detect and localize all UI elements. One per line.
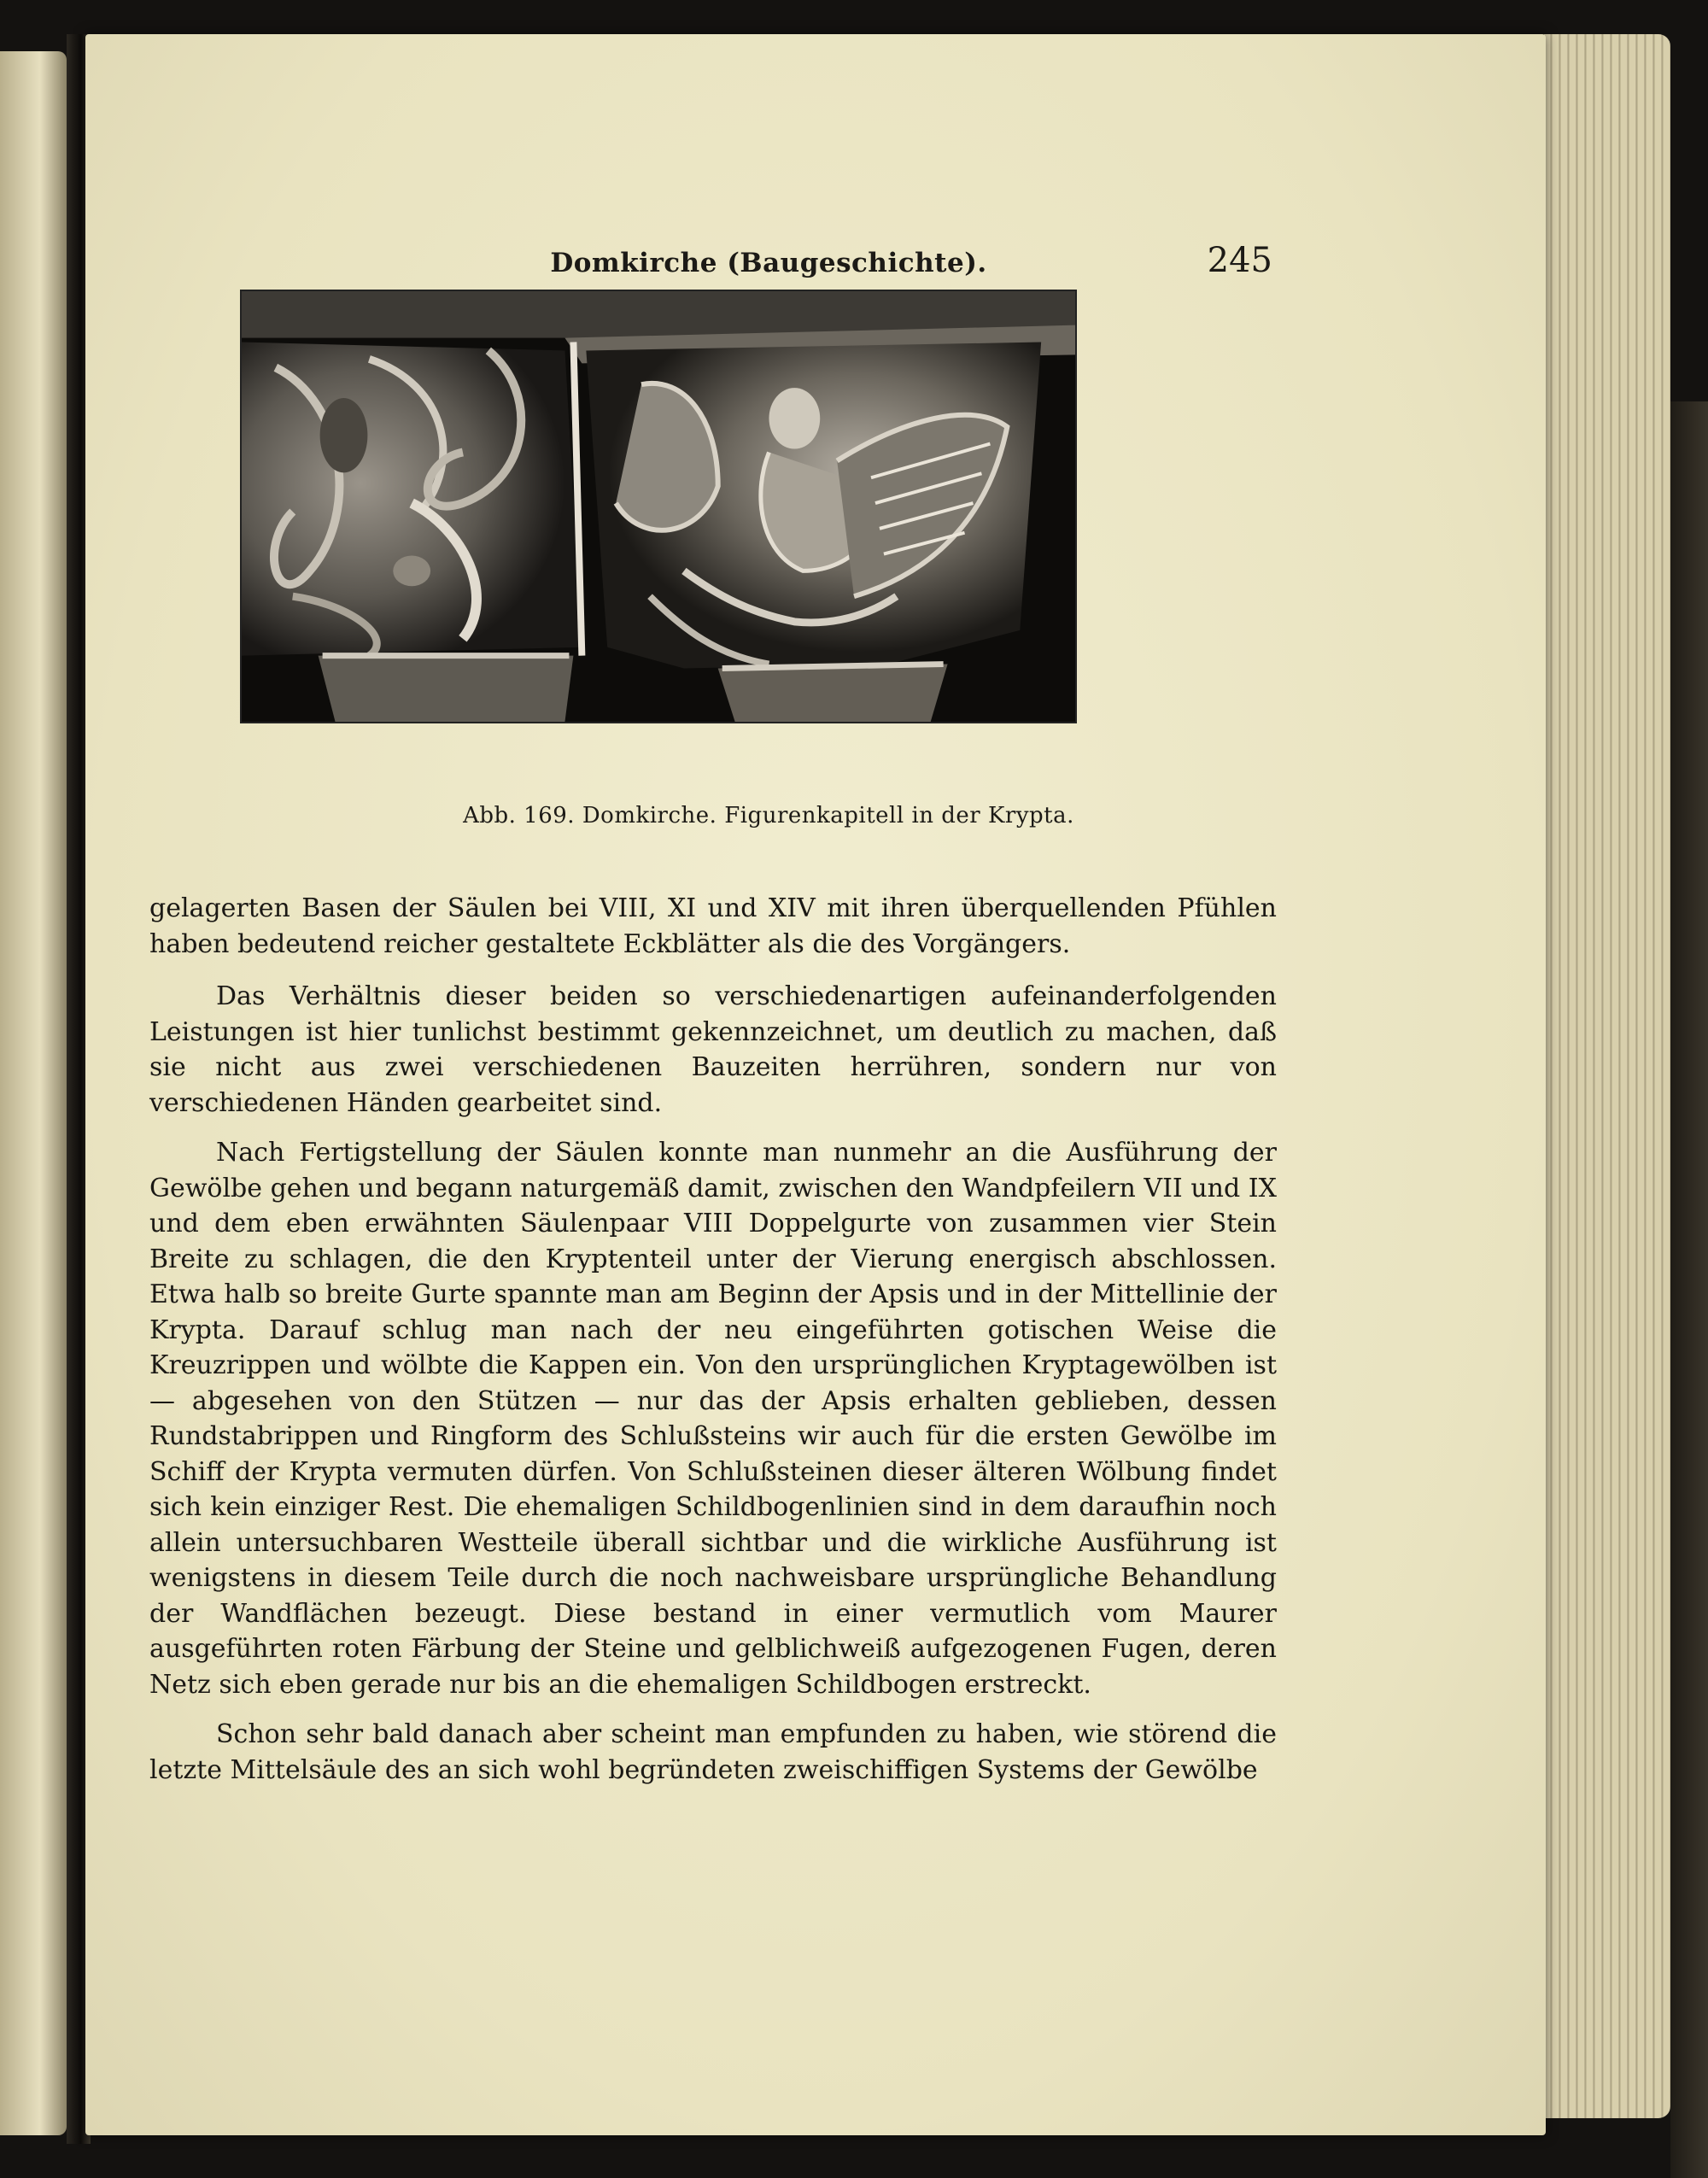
paragraph-4: Schon sehr bald danach aber scheint man empfunden zu haben, wie störend die letzte Mittelsäule des an sich wohl begründeten zweischiffigen Systems der Gewölbe [149, 1719, 1277, 1785]
body-text [149, 891, 1277, 1805]
page-number: 245 [1207, 241, 1272, 280]
paragraph-3: Nach Fertigstellung der Säulen konnte man nunmehr an die Ausführung der Gewölbe gehen und begann naturgemäß damit, zwischen den Wandpfeilern VII und IX und dem eben erwähnten Säulenpaar VIII Doppelgurte von zusammen vier Stein Breite zu schlagen, die den Kryptenteil unter der Vierung energisch abschlossen. Etwa halb so breite Gurte spannte man am Beginn der Apsis und in der Mittellinie der Krypta. Darauf schlug man nach der neu eingeführten gotischen Weise die Kreuzrippen und wölbte die Kappen ein. Von den ursprünglichen Kryptagewölben ist — abgesehen von den Stützen — nur das der Apsis erhalten geblieben, dessen Rundstabrippen und Ringform des Schlußsteins wir auch für die ersten Gewölbe im Schiff der Krypta vermuten dürfen. Von Schlußsteinen dieser älteren Wölbung findet sich kein einziger Rest. Die ehemaligen Schildbogenlinien sind in dem daraufhin noch allein untersuchbaren Westteile überall sichtbar und die wirkliche Ausführung ist wenigstens in diesem Teile durch die noch nachweisbare ursprüngliche Behandlung der Wandflächen bezeugt. Diese bestand in einer vermutlich vom Maurer ausgeführten roten Färbung der Steine und gelblichweiß aufgezogenen Fugen, deren Netz sich eben gerade nur bis an die ehemaligen Schildbogen erstreckt. [149, 1138, 1277, 1700]
paragraph-1: gelagerten Basen der Säulen bei VIII, XI und XIV mit ihren überquellenden Pfühlen haben bedeutend reicher gestaltete Eckblätter als die des Vorgängers. [149, 893, 1277, 959]
left-page-edge [0, 51, 67, 2135]
figure-photograph [240, 290, 1077, 723]
paragraph-2: Das Verhältnis dieser beiden so verschiedenartigen aufeinanderfolgenden Leistungen ist hier tunlichst bestimmt gekennzeichnet, um deutlich zu machen, daß sie nicht aus zwei verschiedenen Bauzeiten herrühren, sondern nur von verschiedenen Händen gearbeitet sind. [149, 981, 1277, 1118]
page-stack-edges [1544, 34, 1670, 2118]
running-head: Domkirche (Baugeschichte). [550, 248, 987, 278]
figure-caption: Abb. 169. Domkirche. Figurenkapitell in der Krypta. [463, 803, 1074, 828]
book-binding [1670, 401, 1708, 2178]
capital-photo [242, 291, 1075, 722]
